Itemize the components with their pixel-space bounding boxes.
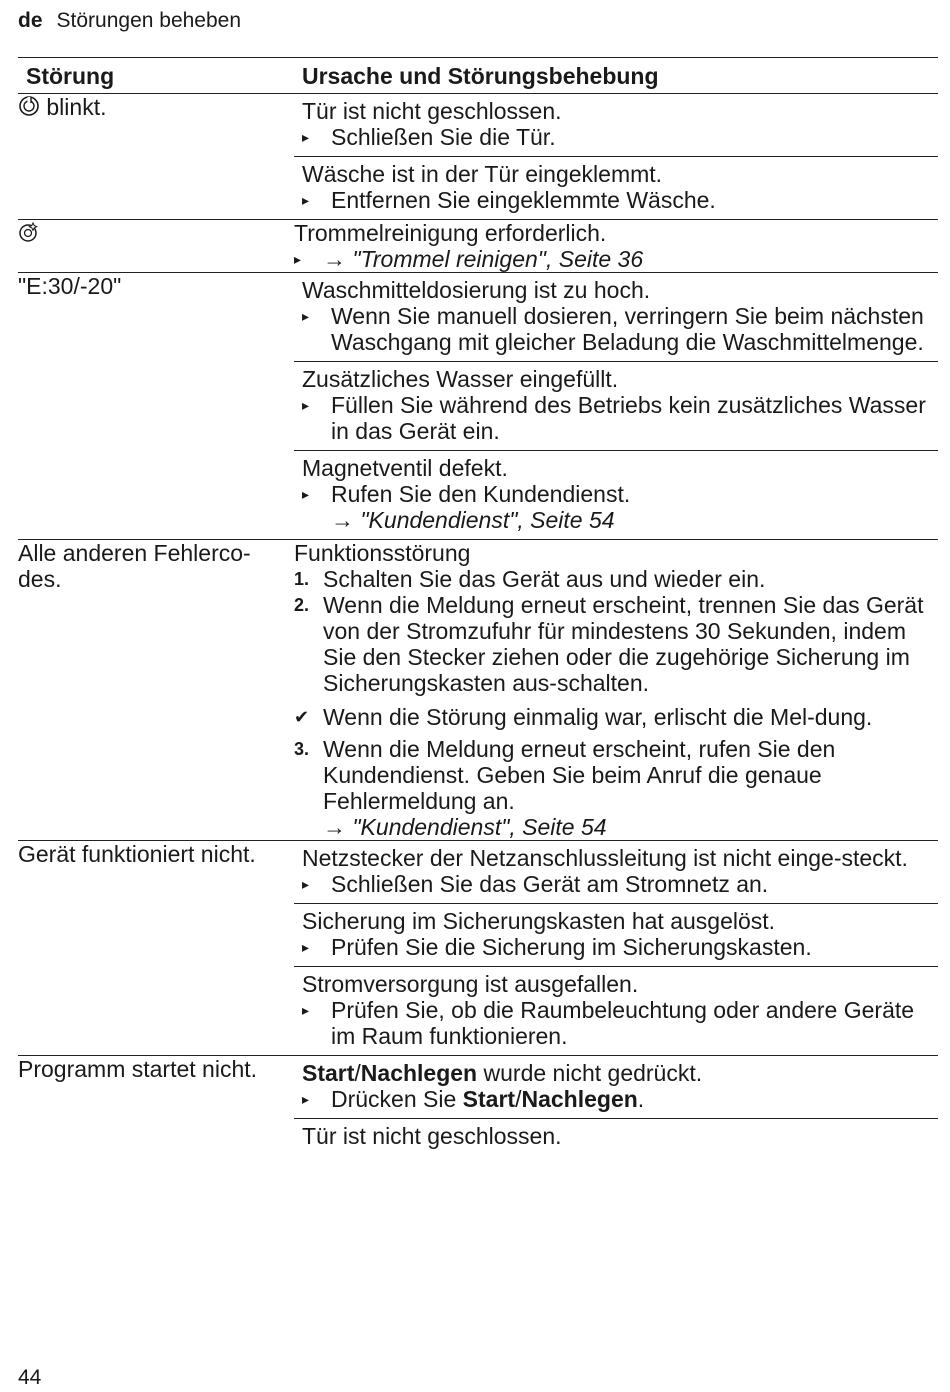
cause-text: Magnetventil defekt.	[302, 455, 508, 481]
table-row	[18, 273, 938, 540]
language-code: de	[18, 9, 43, 32]
cause-block	[294, 451, 938, 539]
fault-cell	[18, 94, 294, 220]
fault-text: Alle anderen Fehlerco-des.	[18, 540, 251, 592]
remedy-step: ▸ Entfernen Sie eingeklemmte Wäsche.	[302, 187, 716, 213]
cause-block	[294, 967, 938, 1055]
column-header-fault: Störung	[18, 58, 294, 94]
numbered-step: 3. Wenn die Meldung erneut erscheint, rufen Sie den Kundendienst. Geben Sie beim Anruf die genaue Fehlermeldung an.	[294, 736, 836, 814]
remedy-step	[294, 246, 938, 272]
table-row	[18, 841, 938, 1056]
table-row	[18, 540, 938, 841]
table-row	[18, 1056, 938, 1155]
numbered-step: 1. Schalten Sie das Gerät aus und wieder ein.	[294, 566, 766, 592]
bullet-icon: ▸	[302, 876, 310, 892]
remedy-step: ▸ Prüfen Sie, ob die Raumbeleuchtung oder andere Geräte im Raum funktionieren.	[302, 997, 915, 1049]
button-name-nachlegen: Nachlegen	[521, 1086, 638, 1112]
fault-cell	[18, 540, 294, 841]
bullet-icon: ▸	[302, 397, 310, 413]
fault-text: "E:30/-20"	[18, 273, 122, 299]
cause-text: Tür ist nicht geschlossen.	[302, 1123, 562, 1149]
page-number: 44	[18, 1366, 42, 1389]
cross-reference-link[interactable]: "Trommel reinigen", Seite 36	[352, 246, 644, 272]
bullet-icon: ▸	[302, 1091, 310, 1107]
cross-reference-link[interactable]: "Kundendienst", Seite 54	[360, 507, 615, 533]
cause-text: Funktionsstörung	[294, 540, 471, 566]
remedy-step: ▸ Wenn Sie manuell dosieren, verringern Sie beim nächsten Waschgang mit gleicher Beladung die Waschmittelmenge.	[302, 303, 924, 355]
button-name-nachlegen: Nachlegen	[360, 1060, 478, 1086]
remedy-step: ▸ Prüfen Sie die Sicherung im Sicherungskasten.	[302, 934, 812, 960]
fault-cell	[18, 1056, 294, 1155]
cause-text: Trommelreinigung erforderlich.	[294, 220, 607, 246]
cause-group	[294, 94, 938, 220]
cross-reference-link[interactable]: "Kundendienst", Seite 54	[352, 814, 607, 840]
bullet-icon: ▸	[302, 192, 310, 208]
cause-block	[294, 1056, 938, 1119]
cause-text: Sicherung im Sicherungskasten hat ausgelöst.	[302, 908, 776, 934]
troubleshooting-table	[18, 57, 938, 1155]
arrow-icon: →	[323, 246, 346, 272]
cause-text: Tür ist nicht geschlossen.	[302, 98, 562, 124]
bullet-icon: ▸	[294, 251, 302, 267]
cause-text: Wäsche ist in der Tür eingeklemmt.	[302, 161, 663, 187]
fault-cell	[18, 841, 294, 1056]
column-header-cause: Ursache und Störungsbehebung	[294, 58, 938, 94]
page-header	[18, 8, 241, 34]
remedy-step: ▸ Schließen Sie das Gerät am Stromnetz an.	[302, 871, 769, 897]
cause-block	[294, 273, 938, 362]
cause-block	[294, 220, 938, 273]
cause-group	[294, 841, 938, 1056]
bullet-icon: ▸	[302, 308, 310, 324]
button-name-start: Start	[462, 1086, 516, 1112]
cause-group	[294, 273, 938, 540]
remedy-step: ▸ Drücken Sie Start/Nachlegen.	[302, 1086, 645, 1112]
cause-block	[294, 540, 938, 841]
bullet-icon: ▸	[302, 486, 310, 502]
section-title: Störungen beheben	[56, 9, 242, 32]
bullet-icon: ▸	[302, 939, 310, 955]
table-header-row	[18, 58, 938, 94]
cause-text: Zusätzliches Wasser eingefüllt.	[302, 366, 619, 392]
cause-text: Start/Nachlegen wurde nicht gedrückt.	[302, 1060, 703, 1086]
fault-text: blinkt.	[46, 94, 107, 120]
fault-text: Programm startet nicht.	[18, 1056, 258, 1082]
cause-block	[294, 157, 938, 219]
cause-text: Stromversorgung ist ausgefallen.	[302, 971, 639, 997]
remedy-step: ▸ Füllen Sie während des Betriebs kein zusätzliches Wasser in das Gerät ein.	[302, 392, 926, 444]
cause-block	[294, 841, 938, 904]
result-line: ✔ Wenn die Störung einmalig war, erlischt die Mel-dung.	[294, 704, 873, 730]
table-row	[18, 220, 938, 273]
door-lock-icon	[18, 95, 40, 122]
cause-group	[294, 1056, 938, 1155]
remedy-step: ▸ Rufen Sie den Kundendienst.	[302, 481, 631, 507]
bullet-icon: ▸	[302, 1002, 310, 1018]
fault-cell	[18, 220, 294, 273]
button-name-start: Start	[302, 1060, 355, 1086]
drum-clean-icon	[18, 221, 40, 248]
check-icon: ✔	[294, 707, 310, 727]
cause-block	[294, 904, 938, 967]
cause-text: Waschmitteldosierung ist zu hoch.	[302, 277, 651, 303]
cause-block	[294, 1119, 938, 1155]
numbered-step: 2. Wenn die Meldung erneut erscheint, trennen Sie das Gerät von der Stromzufuhr für mindestens 30 Sekunden, indem Sie den Stecker ziehen oder die zugehörige Sicherung im Sicherungskasten aus-schalten.	[294, 592, 924, 696]
arrow-icon: →	[331, 507, 354, 533]
cause-block	[294, 94, 938, 157]
cause-text: Netzstecker der Netzanschlussleitung ist nicht einge-steckt.	[302, 845, 908, 871]
remedy-step: ▸ Schließen Sie die Tür.	[302, 124, 556, 150]
arrow-icon: →	[323, 814, 346, 840]
fault-text: Gerät funktioniert nicht.	[18, 841, 256, 867]
fault-cell	[18, 273, 294, 540]
table-row	[18, 94, 938, 220]
cause-block	[294, 362, 938, 451]
bullet-icon: ▸	[302, 129, 310, 145]
